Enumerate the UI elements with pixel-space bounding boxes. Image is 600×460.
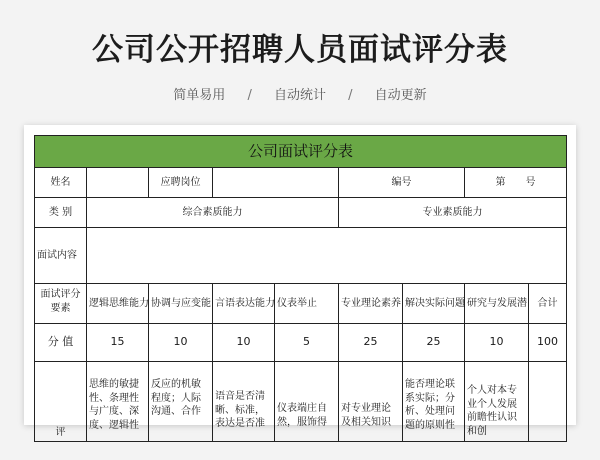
score-cell: 25: [403, 324, 465, 362]
desc-label: 评: [35, 362, 87, 442]
tag-separator: /: [247, 88, 252, 103]
desc-cell: 反应的机敏程度；人际沟通、合作: [149, 362, 213, 442]
score-cell: 10: [149, 324, 213, 362]
item-cell: 协调与应变能: [149, 284, 213, 324]
tag-auto-update: 自动更新: [374, 88, 427, 103]
category-general: 综合素质能力: [87, 198, 339, 228]
feature-tags: [0, 84, 600, 103]
spreadsheet-preview: [24, 125, 576, 438]
item-cell: 仪表举止: [275, 284, 339, 324]
interview-score-table: [34, 135, 567, 442]
desc-cell: 语音是否清晰、标准，表达是否准: [213, 362, 275, 442]
category-professional: 专业素质能力: [339, 198, 567, 228]
items-label: 面试评分要素: [35, 284, 87, 324]
tag-auto-stats: 自动统计: [273, 88, 326, 103]
item-cell-total: 合计: [529, 284, 567, 324]
item-cell: 逻辑思维能力: [87, 284, 149, 324]
desc-cell-total: [529, 362, 567, 442]
content-value-cell[interactable]: [87, 228, 567, 284]
tag-easy: 简单易用: [173, 88, 226, 103]
item-cell: 言语表达能力: [213, 284, 275, 324]
score-cell: 10: [213, 324, 275, 362]
seq-label: 第 号: [465, 168, 567, 198]
score-cell: 25: [339, 324, 403, 362]
score-label: 分 值: [35, 324, 87, 362]
tag-separator: /: [348, 88, 353, 103]
desc-cell: 仪表端庄自然，服饰得: [275, 362, 339, 442]
score-cell: 15: [87, 324, 149, 362]
desc-cell: 对专业理论及相关知识: [339, 362, 403, 442]
name-value-cell[interactable]: [87, 168, 149, 198]
number-label: 编号: [339, 168, 465, 198]
content-label: 面试内容: [35, 228, 87, 284]
category-label: 类 别: [35, 198, 87, 228]
score-cell: 5: [275, 324, 339, 362]
desc-cell: 个人对本专业个人发展前瞻性认识和创: [465, 362, 529, 442]
name-label: 姓名: [35, 168, 87, 198]
score-cell: 10: [465, 324, 529, 362]
item-cell: 解决实际问题: [403, 284, 465, 324]
position-value-cell[interactable]: [213, 168, 339, 198]
score-cell-total: 100: [529, 324, 567, 362]
item-cell: 研究与发展潜: [465, 284, 529, 324]
desc-cell: 思维的敏捷性、条理性与广度、深度、逻辑性: [87, 362, 149, 442]
page-title: 公司公开招聘人员面试评分表: [92, 32, 508, 68]
desc-cell: 能否理论联系实际；分析、处理问题的原则性: [403, 362, 465, 442]
table-banner: 公司面试评分表: [35, 136, 567, 168]
position-label: 应聘岗位: [149, 168, 213, 198]
item-cell: 专业理论素养: [339, 284, 403, 324]
